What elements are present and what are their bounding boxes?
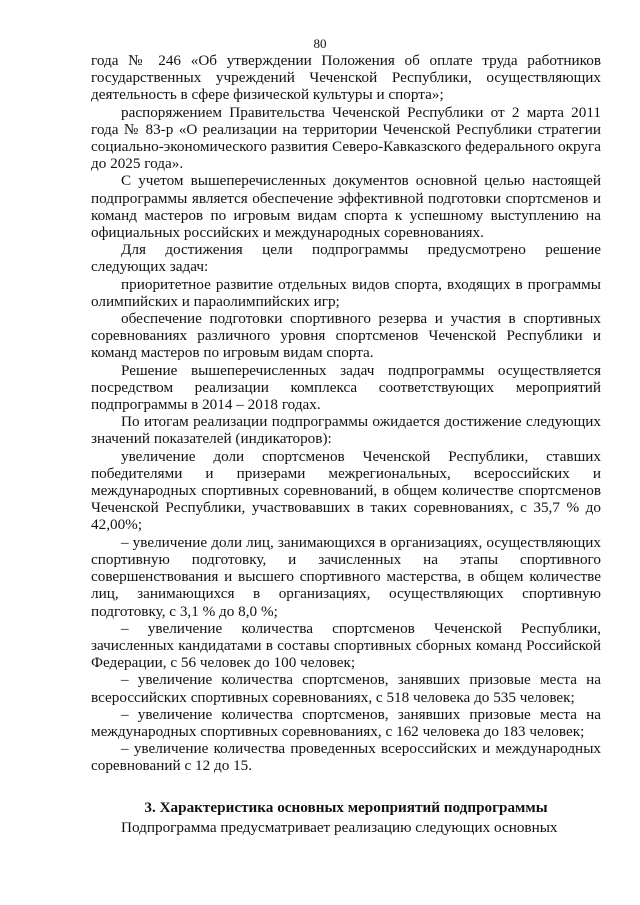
- paragraph-activities-intro: Подпрограмма предусматривает реализацию следующих основных: [121, 818, 558, 836]
- paragraph-indicators-intro: По итогам реализации подпрограммы ожидается достижение следующих значений показателей (индикаторов):: [91, 413, 601, 448]
- paragraph-tasks-intro: Для достижения цели подпрограммы предусмотрено решение следующих задач:: [91, 241, 601, 276]
- paragraph-government-order: распоряжением Правительства Чеченской Республики от 2 марта 2011 года № 83-р «О реализации на территории Чеченской Республики стратегии социально-экономического развития Северо-Кавказского федерального округа до 2025 года».: [91, 103, 601, 173]
- list-item-indicator-2: – увеличение доли лиц, занимающихся в организациях, осуществляющих спортивную подготовку, и зачисленных на этапы спортивного совершенствования и высшего спортивного мастерства, в общем количестве лиц, занимающихся в организациях, осуществляющих спортивную подготовку, с 3,1 % до 8,0 %;: [91, 533, 601, 620]
- section-heading: 3. Характеристика основных мероприятий подпрограммы: [144, 798, 548, 816]
- list-item-indicator-5: – увеличение количества спортсменов, занявших призовые места на международных спортивных соревнованиях, с 162 человека до 183 человек;: [91, 705, 601, 740]
- paragraph-regulation-246: года № 246 «Об утверждении Положения об оплате труда работников государственных учреждений Чеченской Республики, осуществляющих деятельность в сфере физической культуры и спорта»;: [91, 52, 601, 104]
- list-item-indicator-6: – увеличение количества проведенных всероссийских и международных соревнований с 12 до 15.: [91, 740, 601, 775]
- paragraph-main-goal: С учетом вышеперечисленных документов основной целью настоящей подпрограммы является обеспечение эффективной подготовки спортсменов и команд мастеров по игровым видам спорта к успешному выступлению на официальных российских и международных соревнованиях.: [91, 172, 601, 242]
- list-item-indicator-1: увеличение доли спортсменов Чеченской Республики, ставших победителями и призерами межрегиональных, всероссийских и международных спортивных соревнований, в общем количестве спортсменов Чеченской Республики, участвовавших в таких соревнованиях, с 35,7 % до 42,00%;: [91, 447, 601, 534]
- list-item-indicator-4: – увеличение количества спортсменов, занявших призовые места на всероссийских спортивных соревнованиях, с 518 человека до 535 человек;: [91, 671, 601, 706]
- list-item-indicator-3: – увеличение количества спортсменов Чеченской Республики, зачисленных кандидатами в составы спортивных сборных команд Российской Федерации, с 56 человек до 100 человек;: [91, 619, 601, 672]
- paragraph-implementation: Решение вышеперечисленных задач подпрограммы осуществляется посредством реализации комплекса соответствующих мероприятий подпрограммы в 2014 – 2018 годах.: [91, 361, 601, 414]
- list-item-task-1: приоритетное развитие отдельных видов спорта, входящих в программы олимпийских и параолимпийских игр;: [91, 275, 601, 310]
- page-number: 80: [313, 36, 327, 51]
- list-item-task-2: обеспечение подготовки спортивного резерва и участия в спортивных соревнованиях различного уровня спортсменов Чеченской Республики и команд мастеров по игровым видам спорта.: [91, 310, 601, 362]
- document-body: [91, 52, 601, 836]
